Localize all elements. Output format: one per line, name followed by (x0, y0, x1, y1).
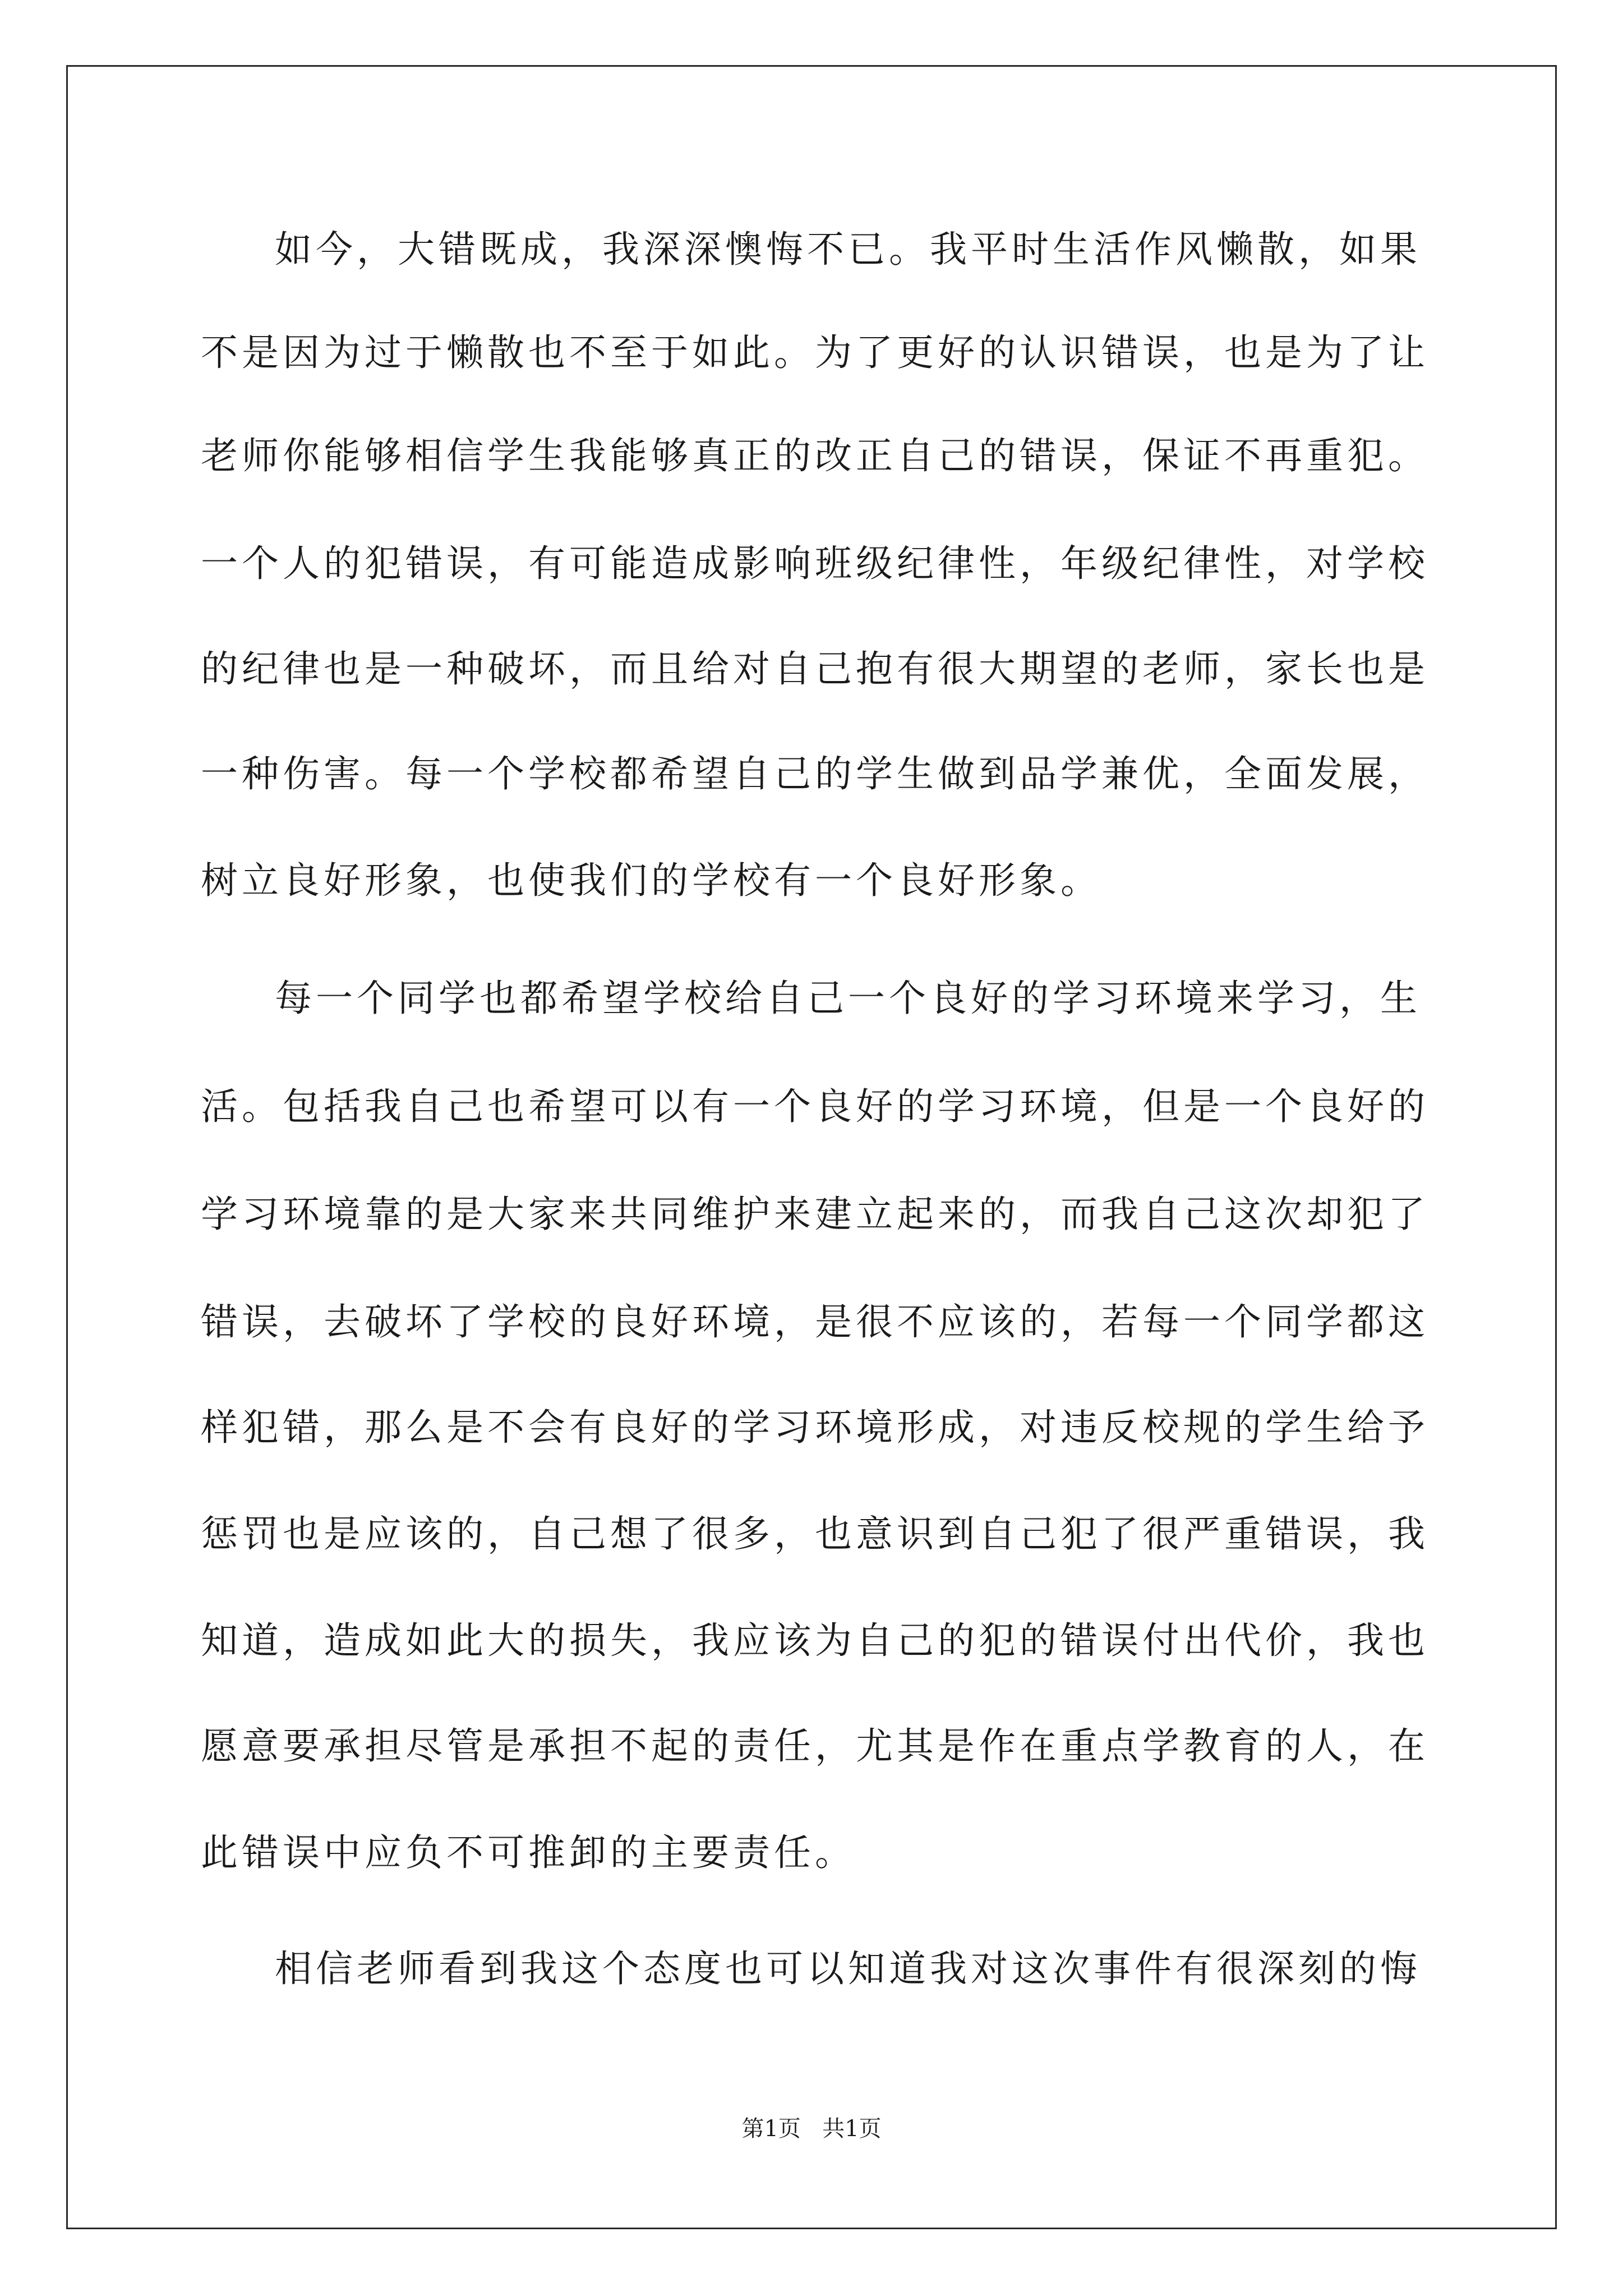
paragraph-1-line-5: 的纪律也是一种破坏，而且给对自己抱有很大期望的老师，家长也是 (201, 647, 1429, 691)
page-footer (0, 2115, 1623, 2143)
paragraph-2-line-5: 样犯错，那么是不会有良好的学习环境形成，对违反校规的学生给予 (201, 1406, 1429, 1449)
paragraph-1-line-2: 不是因为过于懒散也不至于如此。为了更好的认识错误，也是为了让 (201, 331, 1429, 374)
paragraph-3-line-1: 相信老师看到我这个态度也可以知道我对这次事件有很深刻的悔 (275, 1947, 1421, 1990)
paragraph-2-line-8: 愿意要承担尽管是承担不起的责任，尤其是作在重点学教育的人，在 (201, 1724, 1429, 1768)
paragraph-2-line-4: 错误，去破坏了学校的良好环境，是很不应该的，若每一个同学都这 (201, 1300, 1429, 1343)
paragraph-2-line-9: 此错误中应负不可推卸的主要责任。 (201, 1831, 856, 1874)
paragraph-2-line-3: 学习环境靠的是大家来共同维护来建立起来的，而我自己这次却犯了 (201, 1193, 1429, 1236)
page-number: 第1页 (741, 2116, 801, 2142)
paragraph-1-line-4: 一个人的犯错误，有可能造成影响班级纪律性，年级纪律性，对学校 (201, 542, 1429, 585)
paragraph-2-line-2: 活。包括我自己也希望可以有一个良好的学习环境，但是一个良好的 (201, 1085, 1429, 1128)
paragraph-2-line-6: 惩罚也是应该的，自己想了很多，也意识到自己犯了很严重错误，我 (201, 1512, 1429, 1556)
paragraph-1-line-6: 一种伤害。每一个学校都希望自己的学生做到品学兼优，全面发展， (201, 752, 1429, 795)
page-border (66, 65, 1557, 2229)
paragraph-2-line-1: 每一个同学也都希望学校给自己一个良好的学习环境来学习，生 (275, 977, 1421, 1020)
paragraph-1-line-3: 老师你能够相信学生我能够真正的改正自己的错误，保证不再重犯。 (201, 434, 1429, 477)
paragraph-2-line-7: 知道，造成如此大的损失，我应该为自己的犯的错误付出代价，我也 (201, 1619, 1429, 1662)
paragraph-1-line-1: 如今，大错既成，我深深懊悔不已。我平时生活作风懒散，如果 (275, 228, 1421, 271)
page-total: 共1页 (822, 2116, 882, 2142)
paragraph-1-line-7: 树立良好形象，也使我们的学校有一个良好形象。 (201, 859, 1101, 902)
